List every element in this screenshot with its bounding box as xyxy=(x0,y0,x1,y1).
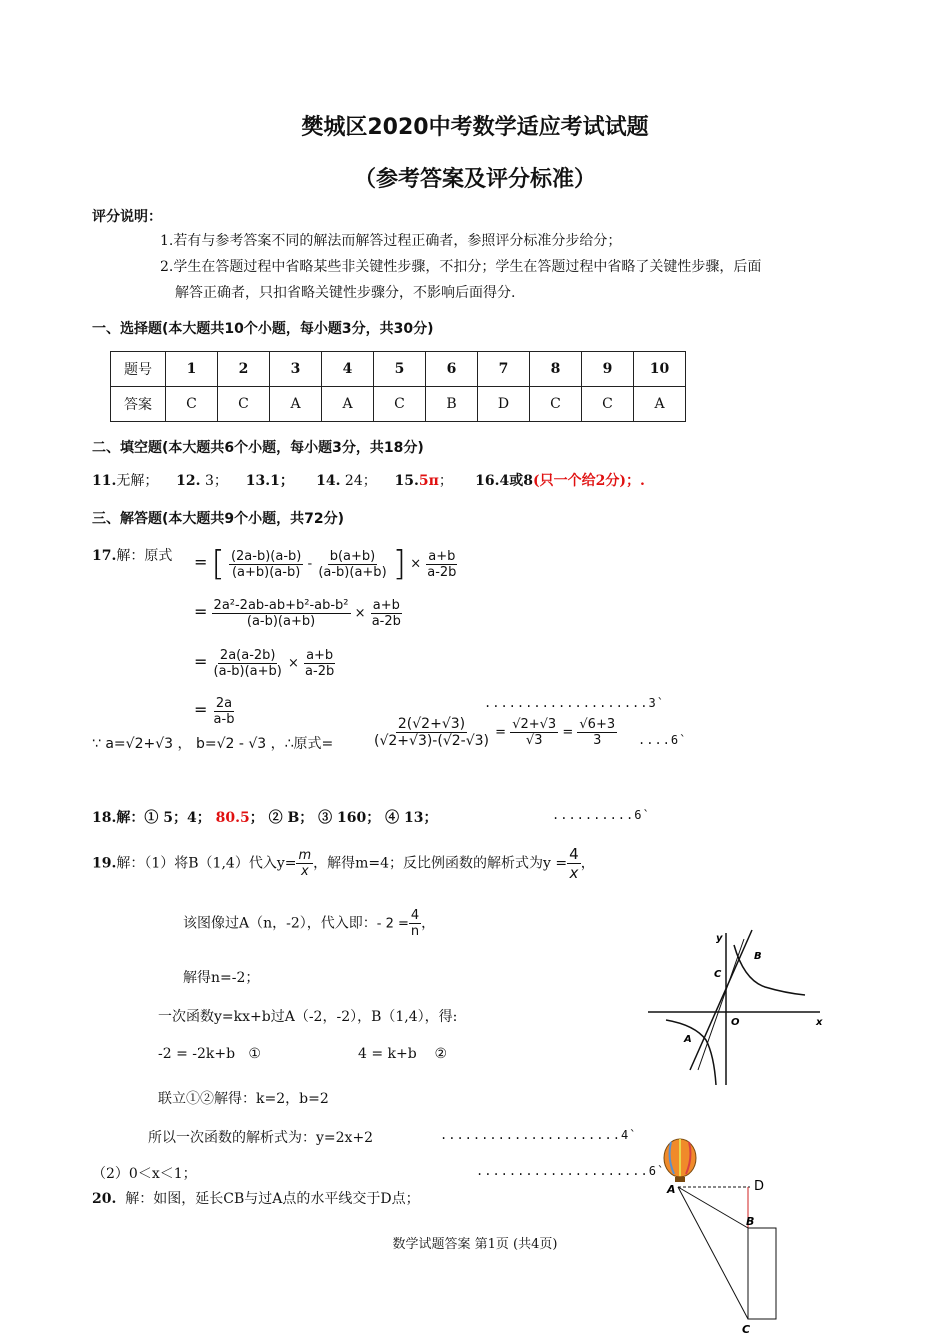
scoring-note-item2-line2: 解答正确者，只扣省略关键性步骤分，不影响后面得分. xyxy=(175,285,516,301)
table-cell-answer: A xyxy=(634,387,686,422)
q16-answer: 4或8 xyxy=(499,473,534,489)
q18-text-b: ； ② B； ③ 160； ④ 13； xyxy=(249,810,438,826)
q16-note: (只一个给2分) xyxy=(533,473,627,489)
table-cell-answer: A xyxy=(322,387,374,422)
table-cell-answer: C xyxy=(218,387,270,422)
page-footer: 数学试题答案 第1页 (共4页) xyxy=(392,1237,558,1252)
section2-heading: 二、填空题(本大题共6个小题，每小题3分，共18分) xyxy=(92,440,424,456)
q12-answer: 3； xyxy=(204,473,228,489)
q19-line6: 联立①②解得：k=2，b=2 xyxy=(158,1091,329,1107)
q17-result-frac2: $\frac{√2+√3}{√3}$ xyxy=(512,717,557,748)
q19-line1-text-c: ， xyxy=(580,855,595,872)
q17-line1: = [ $\frac{(2a-b)(a-b)}{(a+b)(a-b)}$ - $\frac{b(a+b)}{(a-b)(a+b)}$ ] × $\frac{a+b}{a-2b}$ xyxy=(194,544,457,584)
q19-line1 xyxy=(92,845,595,882)
q20-number: 20. xyxy=(92,1191,117,1207)
q19-frac-4-over-n: $\frac{4}{n}$ xyxy=(410,908,420,939)
q17-number: 17. xyxy=(92,548,117,564)
q14-number: 14. xyxy=(316,473,341,489)
q17-l2-frac1: $\frac{\text{2a²-2ab-ab+b²-ab-b²}}{(a-b)(a+b)}$ xyxy=(213,598,349,629)
table-cell-answer: D xyxy=(478,387,530,422)
page-title: 樊城区2020中考数学适应考试试题 xyxy=(301,115,649,140)
q15-number: 15. xyxy=(394,473,419,489)
balloon-icon xyxy=(664,1139,696,1182)
q19-line3: 解得n=-2； xyxy=(183,970,260,986)
q19-frac-4-over-x: $\frac{4}{x}$ xyxy=(569,845,579,882)
line-ac xyxy=(678,1187,748,1319)
q17-l1-frac2: $\frac{b(a+b)}{(a-b)(a+b)}$ xyxy=(318,548,387,580)
q16-tail: ；. xyxy=(626,473,645,489)
scoring-note-item1: 1.若有与参考答案不同的解法而解答过程正确者，参照评分标准分步给分； xyxy=(160,233,622,249)
q14-answer: 24； xyxy=(344,473,377,489)
q18-number: 18. xyxy=(92,810,117,826)
q17-line2: = $\frac{\text{2a²-2ab-ab+b²-ab-b²}}{(a-b)(a+b)}$ × $\frac{a+b}{a-2b}$ xyxy=(194,598,401,629)
line-shadow xyxy=(698,939,744,1070)
table-cell-number: 4 xyxy=(322,352,374,387)
table-cell-number: 9 xyxy=(582,352,634,387)
q17-intro xyxy=(92,545,172,565)
table-cell-answer: A xyxy=(270,387,322,422)
table-cell-number: 5 xyxy=(374,352,426,387)
q15-answer: 5π xyxy=(418,473,439,489)
fig-label-c: C xyxy=(742,1323,751,1336)
q17-score-mark-3: ....................3` xyxy=(484,696,665,710)
q17-l1-frac1: $\frac{(2a-b)(a-b)}{(a+b)(a-b)}$ xyxy=(230,548,302,580)
line-y-2x-plus-2 xyxy=(690,930,752,1070)
fig-label-d: D xyxy=(754,1179,765,1194)
fig-label-b: B xyxy=(746,1215,755,1228)
q17-result-frac1: $\frac{2(√2+√3)}{(√2+√3)-(√2-√3)}$ xyxy=(374,716,489,749)
q13-answer: 1； xyxy=(270,473,294,489)
q17-result: $\frac{2(√2+√3)}{(√2+√3)-(√2-√3)}$ = $\frac{√2+√3}{√3}$ = $\frac{√6+3}{3}$ xyxy=(374,716,616,749)
page-subtitle: （参考答案及评分标准） xyxy=(353,167,596,192)
q19-score-mark-4: ......................4` xyxy=(440,1128,638,1142)
q17-l3-frac2: $\frac{a+b}{a-2b}$ xyxy=(305,648,335,679)
q19-line2-lhs: - 2 = xyxy=(376,916,409,932)
q19-line4: 一次函数y=kx+b过A（-2，-2），B（1,4），得: xyxy=(158,1009,458,1025)
table-cell-number: 10 xyxy=(634,352,686,387)
table-cell-answer: B xyxy=(426,387,478,422)
q19-line1-text-b: ，解得m=4；反比例函数的解析式为y = xyxy=(313,855,568,872)
q18-text-a: 解：① 5；4； xyxy=(116,810,211,826)
section3-heading: 三、解答题(本大题共9个小题，共72分) xyxy=(92,511,345,527)
table-cell-number: 8 xyxy=(530,352,582,387)
q19-eq1: -2 = -2k+b ① xyxy=(158,1046,261,1062)
q20-line xyxy=(92,1188,420,1208)
q11-answer: 无解； xyxy=(116,473,159,489)
q17-l2-frac2: $\frac{a+b}{a-2b}$ xyxy=(371,598,401,629)
table-cell-number: 2 xyxy=(218,352,270,387)
q17-intro-text: 解：原式 xyxy=(116,548,173,564)
table-label-question: 题号 xyxy=(111,352,166,387)
graph-label-y: y xyxy=(716,933,723,944)
scoring-note-item2-line1: 2.学生在答题过程中省略某些非关键性步骤，不扣分；学生在答题过程中省略了关键性步骤，后面 xyxy=(160,259,762,275)
q19-line1-text-a: 解：（1）将B（1,4）代入y= xyxy=(116,855,297,872)
q17-because: ∵ a=√2+√3 ， b=√2 - √3 ，∴原式= xyxy=(92,736,334,752)
table-cell-answer: C xyxy=(530,387,582,422)
answer-table-answer-row xyxy=(111,387,686,422)
q19-frac-m-over-x: $\frac{m}{x}$ xyxy=(298,848,312,879)
q13-number: 13. xyxy=(245,473,271,489)
q15-separator: ； xyxy=(438,473,453,489)
q17-l4-frac: $\frac{2a}{a-b}$ xyxy=(213,696,235,727)
q19-eq2: 4 = k+b ② xyxy=(358,1046,448,1062)
q19-line2 xyxy=(183,908,435,939)
graph-label-b: B xyxy=(754,951,762,962)
q19-line2-text: 该图像过A（n，-2），代入即： xyxy=(183,915,377,932)
q16-number: 16. xyxy=(475,473,500,489)
q19-score-mark-6: .....................6` xyxy=(476,1164,666,1178)
q19-line8: （2）0＜x＜1； xyxy=(92,1166,197,1182)
table-cell-number: 7 xyxy=(478,352,530,387)
table-cell-answer: C xyxy=(374,387,426,422)
building xyxy=(748,1228,776,1319)
graph-label-x: x xyxy=(816,1017,823,1028)
q18-line xyxy=(92,807,438,827)
table-cell-answer: C xyxy=(582,387,634,422)
q12-number: 12. xyxy=(176,473,201,489)
answer-table xyxy=(110,351,686,422)
answer-table-number-row xyxy=(111,352,686,387)
graph-label-c: C xyxy=(714,969,722,980)
graph-label-o: O xyxy=(731,1017,740,1028)
q19-function-graph xyxy=(640,925,830,1095)
q17-l3-frac1: $\frac{2a(a-2b)}{(a-b)(a+b)}$ xyxy=(213,648,282,679)
q20-text: 解：如图，延长CB与过A点的水平线交于D点； xyxy=(125,1191,420,1207)
q17-result-frac3: $\frac{√6+3}{3}$ xyxy=(579,717,616,748)
table-cell-number: 3 xyxy=(270,352,322,387)
q17-line4: = $\frac{2a}{a-b}$ xyxy=(194,696,235,727)
hyperbola-branch-upper xyxy=(734,945,805,995)
fill-in-answers xyxy=(92,470,645,490)
q11-number: 11. xyxy=(92,473,117,489)
q18-red-answer: 80.5 xyxy=(215,810,250,826)
table-cell-number: 6 xyxy=(426,352,478,387)
q19-line7: 所以一次函数的解析式为：y=2x+2 xyxy=(148,1130,374,1146)
table-cell-number: 1 xyxy=(166,352,218,387)
q19-line2-comma: ， xyxy=(421,915,436,932)
scoring-note-heading: 评分说明： xyxy=(92,209,162,225)
q17-line3: = $\frac{2a(a-2b)}{(a-b)(a+b)}$ × $\frac{a+b}{a-2b}$ xyxy=(194,648,335,679)
q19-number: 19. xyxy=(92,855,117,872)
q17-l1-frac3: $\frac{a+b}{a-2b}$ xyxy=(427,548,457,580)
table-cell-answer: C xyxy=(166,387,218,422)
graph-label-a: A xyxy=(684,1034,692,1045)
table-label-answer: 答案 xyxy=(111,387,166,422)
fig-label-a: A xyxy=(667,1183,676,1196)
q17-score-mark-6: ....6` xyxy=(638,733,688,747)
q18-score-mark: ..........6` xyxy=(552,808,651,822)
q20-balloon-figure xyxy=(650,1136,780,1344)
section1-heading: 一、选择题(本大题共10个小题，每小题3分，共30分) xyxy=(92,321,434,337)
